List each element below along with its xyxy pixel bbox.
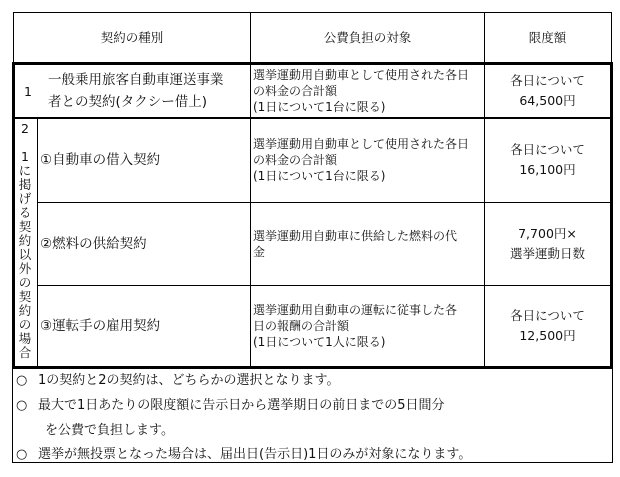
target-line: 日の報酬の合計額 <box>253 319 350 333</box>
vertical-label-char: に <box>18 163 32 178</box>
vertical-label-char: げ <box>18 191 32 206</box>
header-type: 契約の種別 <box>100 30 164 45</box>
vertical-label-char: る <box>18 205 32 220</box>
header-target: 公費負担の対象 <box>323 30 412 45</box>
vertical-label-char: 以 <box>18 247 32 262</box>
target-line: 選挙運動用自動車として使用された各日 <box>253 137 470 151</box>
target-line: (1日について1台に限る) <box>253 169 386 183</box>
contract-type: ①自動車の借入契約 <box>40 151 161 168</box>
contract-target <box>253 203 484 285</box>
row1-target <box>253 65 484 117</box>
table-border <box>12 62 15 369</box>
row1-type-line: 一般乗用旅客自動車運送事業 <box>48 72 224 88</box>
table-border <box>37 119 38 367</box>
target-line: の料金の合計額 <box>253 84 338 98</box>
note-text: 1の契約と2の契約は、どちらかの選択となります。 <box>38 372 340 388</box>
target-line: 選挙運動用自動車に供給した燃料の代 <box>253 229 458 243</box>
note-bullet: ○ <box>16 397 28 413</box>
limit-line: 7,700円× <box>518 226 577 241</box>
vertical-label-char: 合 <box>18 345 32 360</box>
contract-type: ②燃料の供給契約 <box>40 235 147 252</box>
vertical-label-char: 1 <box>21 149 29 164</box>
vertical-label-char: 契 <box>18 289 32 304</box>
limit-line: 各日について <box>510 73 585 88</box>
limit-line: 各日について <box>510 142 585 157</box>
table-border <box>611 12 612 63</box>
contract-limit <box>485 203 610 285</box>
contract-limit <box>485 286 610 366</box>
limit-line: 16,100円 <box>519 162 576 177</box>
limit-line: 12,500円 <box>519 328 576 343</box>
contract-type: ③運転手の雇用契約 <box>40 317 161 334</box>
vertical-label-char: 約 <box>18 303 32 318</box>
target-line: 選挙運動用自動車の運転に従事した各 <box>253 303 458 317</box>
table-border <box>610 62 613 369</box>
row2-number: 2 <box>21 121 29 136</box>
note-text: 選挙が無投票となった場合は、届出日(告示日)1日のみが対象になります。 <box>38 446 472 462</box>
vertical-label-char: 場 <box>18 331 32 346</box>
vertical-label-char: 外 <box>18 261 32 276</box>
vertical-label-char: 約 <box>18 233 32 248</box>
table-border <box>12 366 613 369</box>
note-bullet <box>16 420 36 440</box>
header-limit: 限度額 <box>528 30 567 45</box>
note-bullet: ○ <box>16 372 28 388</box>
row2-vertical-label <box>16 150 34 360</box>
vertical-label-char: の <box>18 275 32 290</box>
limit-line: 64,500円 <box>519 93 576 108</box>
notes-border <box>612 369 613 463</box>
target-line: (1日について1台に限る) <box>253 100 386 114</box>
row1-number: 1 <box>24 83 32 99</box>
target-line: 選挙運動用自動車として使用された各日 <box>253 68 470 82</box>
note-text: を公費で負担します。 <box>45 422 174 438</box>
vertical-label-char: 契 <box>18 219 32 234</box>
note-bullet: ○ <box>16 446 28 462</box>
contract-target <box>253 286 484 366</box>
row1-type <box>48 65 250 117</box>
contract-target <box>253 119 484 201</box>
limit-line: 選挙運動日数 <box>509 246 585 261</box>
row1-type-line: 者との契約(タクシー借上) <box>48 94 208 110</box>
vertical-label-char: 掲 <box>18 177 32 192</box>
table-border <box>250 12 251 367</box>
limit-line: 各日について <box>510 308 585 323</box>
target-line: 金 <box>253 245 266 259</box>
note-text: 最大で1日あたりの限度額に告示日から選挙期日の前日までの5日間分 <box>38 397 445 413</box>
row1-limit <box>485 65 610 117</box>
vertical-label-char: の <box>18 317 32 332</box>
target-line: の料金の合計額 <box>253 153 338 167</box>
contract-limit <box>485 119 610 201</box>
target-line: (1日について1人に限る) <box>253 335 386 349</box>
notes-border <box>12 369 13 463</box>
